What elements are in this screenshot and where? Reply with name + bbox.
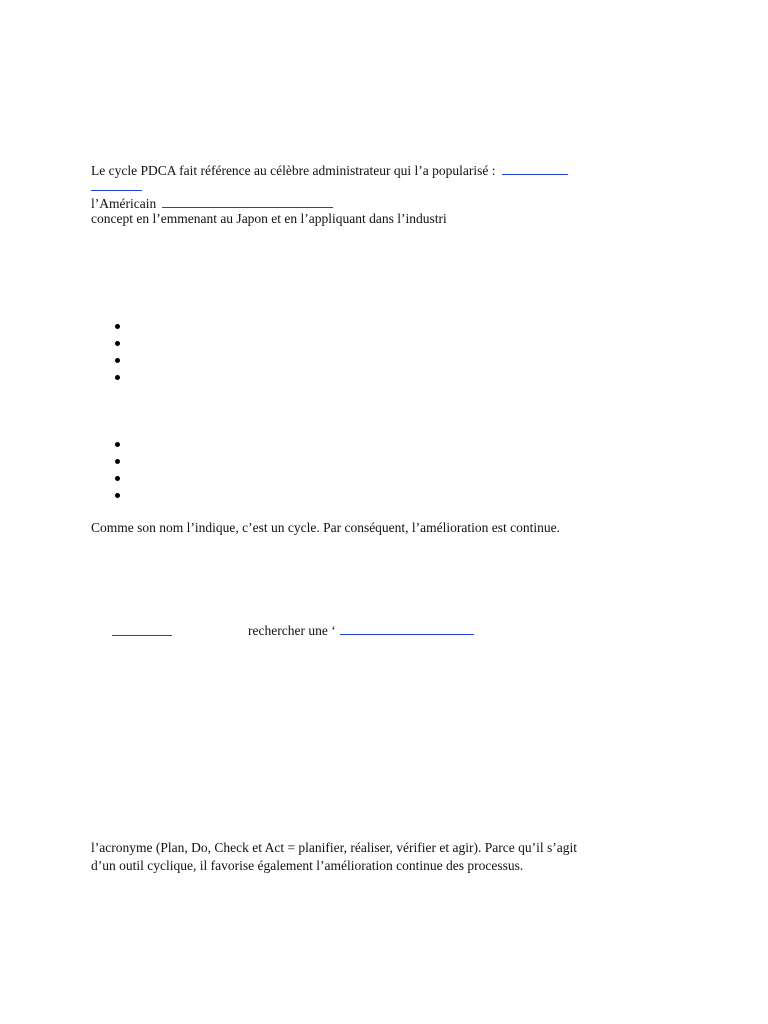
paragraph1-line1 [91, 160, 568, 179]
blank-administrator-name[interactable] [502, 160, 568, 175]
blank-search-term[interactable] [340, 620, 474, 635]
paragraph4-line1 [91, 839, 577, 856]
bullet-icon [115, 324, 120, 329]
blank-administrator-name-continued[interactable] [91, 189, 142, 191]
paragraph3-text: rechercher une ‘ [248, 623, 336, 638]
blank-american-name[interactable] [162, 193, 333, 208]
paragraph2 [91, 519, 560, 536]
bullet-icon [115, 493, 120, 498]
bullet-icon [115, 358, 120, 363]
paragraph4-line2-text: d’un outil cyclique, il favorise également l’amélioration continue des processus. [91, 858, 524, 873]
bullet-icon [115, 476, 120, 481]
paragraph4-line2 [91, 857, 523, 874]
bullet-icon [115, 459, 120, 464]
paragraph4-line1-text: l’acronyme (Plan, Do, Check et Act = planifier, réaliser, vérifier et agir). Parce qu’il s’agit [91, 840, 577, 855]
paragraph1-line2-text: l’Américain [91, 196, 157, 211]
paragraph3 [248, 620, 474, 639]
paragraph1-line3-text: concept en l’emmenant au Japon et en l’appliquant dans l’industri [91, 211, 447, 226]
paragraph1-line3 [91, 210, 447, 227]
bullet-icon [115, 442, 120, 447]
bullet-icon [115, 375, 120, 380]
paragraph1-line1-text: Le cycle PDCA fait référence au célèbre administrateur qui l’a popularisé : [91, 163, 496, 178]
bullet-icon [115, 341, 120, 346]
paragraph2-text: Comme son nom l’indique, c’est un cycle. Par conséquent, l’amélioration est continue. [91, 520, 561, 535]
blank-first-step[interactable] [112, 634, 172, 636]
